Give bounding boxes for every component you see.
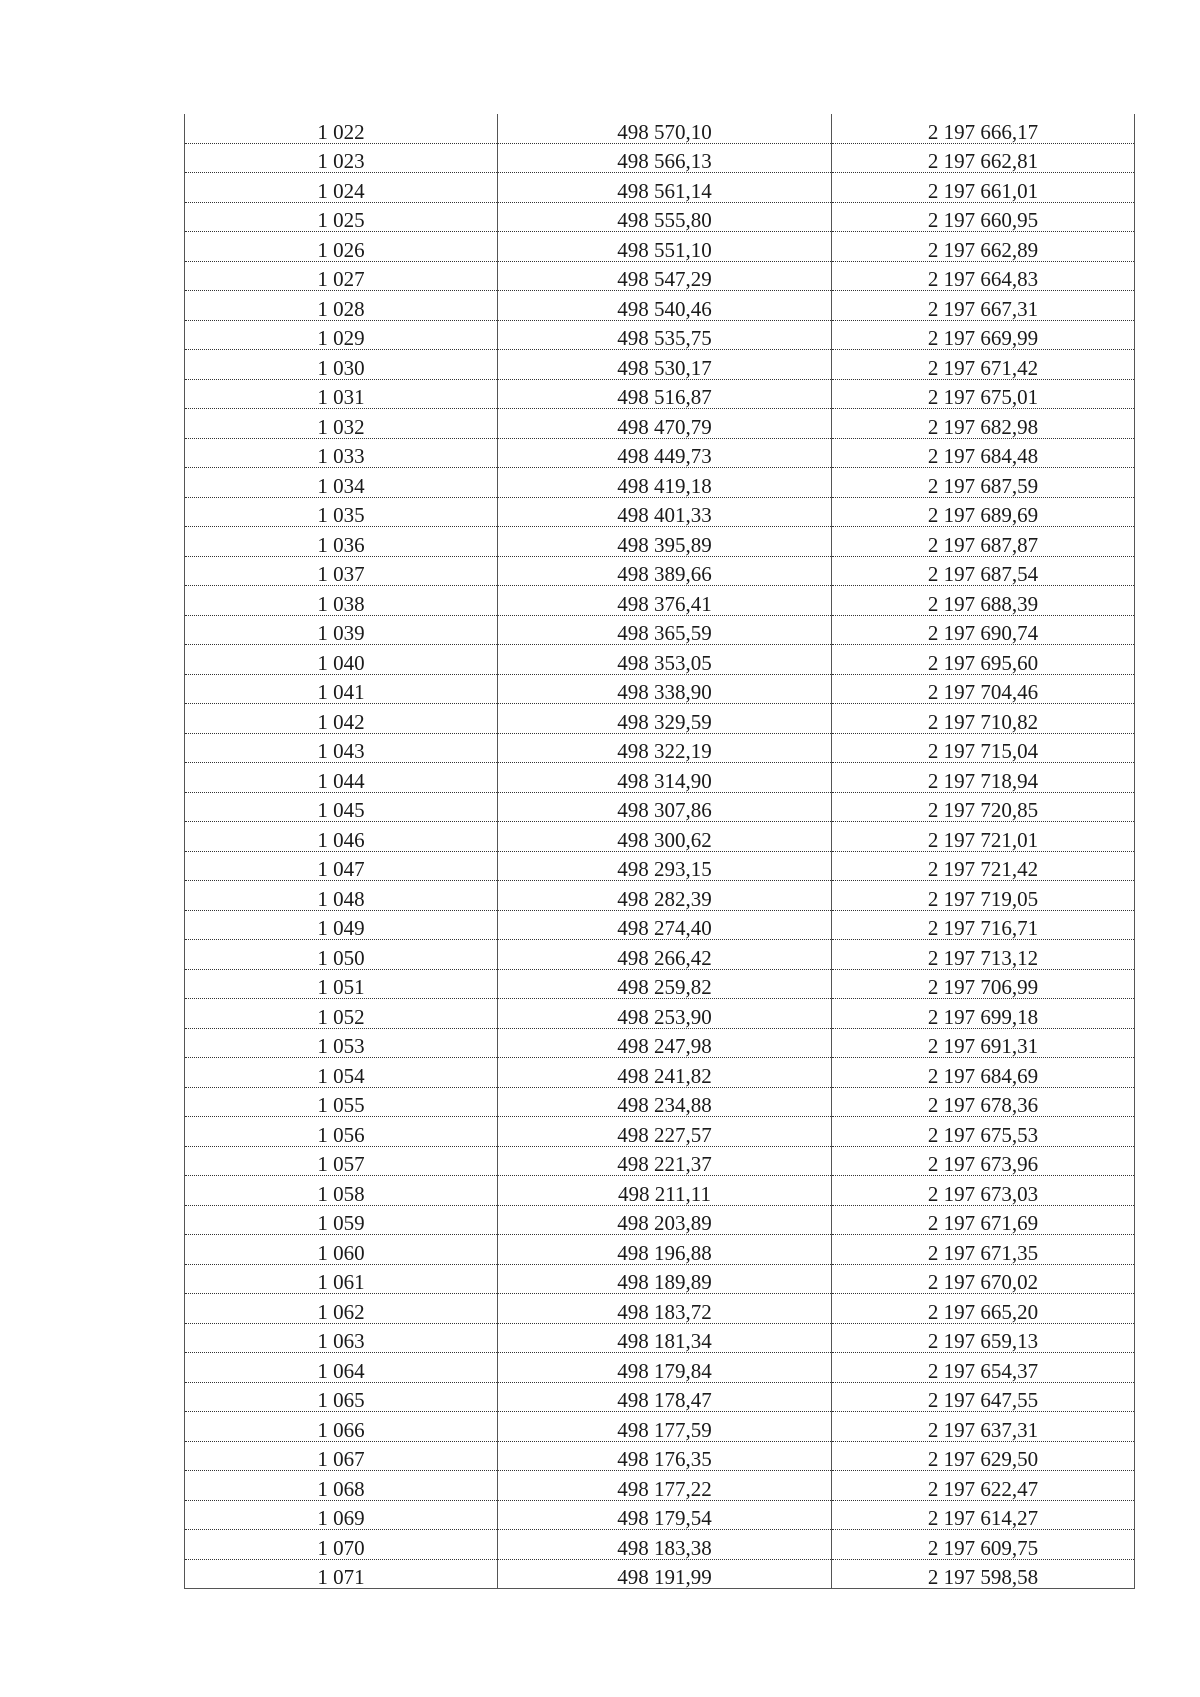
point-number-cell: 1 054 [185, 1058, 498, 1088]
table-row [185, 1323, 1135, 1353]
point-number-cell: 1 048 [185, 881, 498, 911]
x-coordinate-cell: 498 561,14 [498, 173, 832, 203]
y-coordinate-cell: 2 197 671,35 [832, 1235, 1135, 1265]
y-coordinate-cell: 2 197 670,02 [832, 1264, 1135, 1294]
x-coordinate-cell: 498 540,46 [498, 291, 832, 321]
y-coordinate-cell: 2 197 691,31 [832, 1028, 1135, 1058]
y-coordinate-cell: 2 197 673,96 [832, 1146, 1135, 1176]
point-number-cell: 1 047 [185, 851, 498, 881]
point-number-cell: 1 066 [185, 1412, 498, 1442]
y-coordinate-cell: 2 197 688,39 [832, 586, 1135, 616]
point-number-cell: 1 071 [185, 1559, 498, 1589]
x-coordinate-cell: 498 389,66 [498, 556, 832, 586]
table-row [185, 1500, 1135, 1530]
table-row [185, 1176, 1135, 1206]
table-row [185, 851, 1135, 881]
point-number-cell: 1 061 [185, 1264, 498, 1294]
y-coordinate-cell: 2 197 687,54 [832, 556, 1135, 586]
table-row [185, 114, 1135, 143]
x-coordinate-cell: 498 282,39 [498, 881, 832, 911]
y-coordinate-cell: 2 197 684,48 [832, 438, 1135, 468]
y-coordinate-cell: 2 197 637,31 [832, 1412, 1135, 1442]
x-coordinate-cell: 498 547,29 [498, 261, 832, 291]
point-number-cell: 1 024 [185, 173, 498, 203]
point-number-cell: 1 050 [185, 940, 498, 970]
x-coordinate-cell: 498 176,35 [498, 1441, 832, 1471]
point-number-cell: 1 062 [185, 1294, 498, 1324]
y-coordinate-cell: 2 197 671,42 [832, 350, 1135, 380]
x-coordinate-cell: 498 241,82 [498, 1058, 832, 1088]
table-row [185, 1146, 1135, 1176]
table-row [185, 704, 1135, 734]
x-coordinate-cell: 498 395,89 [498, 527, 832, 557]
point-number-cell: 1 033 [185, 438, 498, 468]
table-row [185, 1353, 1135, 1383]
y-coordinate-cell: 2 197 689,69 [832, 497, 1135, 527]
y-coordinate-cell: 2 197 647,55 [832, 1382, 1135, 1412]
table-row [185, 1559, 1135, 1589]
table-row [185, 527, 1135, 557]
point-number-cell: 1 039 [185, 615, 498, 645]
y-coordinate-cell: 2 197 671,69 [832, 1205, 1135, 1235]
point-number-cell: 1 065 [185, 1382, 498, 1412]
point-number-cell: 1 028 [185, 291, 498, 321]
y-coordinate-cell: 2 197 614,27 [832, 1500, 1135, 1530]
table-row [185, 232, 1135, 262]
point-number-cell: 1 035 [185, 497, 498, 527]
point-number-cell: 1 053 [185, 1028, 498, 1058]
point-number-cell: 1 023 [185, 143, 498, 173]
point-number-cell: 1 046 [185, 822, 498, 852]
y-coordinate-cell: 2 197 710,82 [832, 704, 1135, 734]
y-coordinate-cell: 2 197 666,17 [832, 114, 1135, 143]
y-coordinate-cell: 2 197 667,31 [832, 291, 1135, 321]
table-row [185, 438, 1135, 468]
table-row [185, 615, 1135, 645]
y-coordinate-cell: 2 197 665,20 [832, 1294, 1135, 1324]
point-number-cell: 1 056 [185, 1117, 498, 1147]
point-number-cell: 1 038 [185, 586, 498, 616]
y-coordinate-cell: 2 197 695,60 [832, 645, 1135, 675]
y-coordinate-cell: 2 197 609,75 [832, 1530, 1135, 1560]
x-coordinate-cell: 498 253,90 [498, 999, 832, 1029]
x-coordinate-cell: 498 470,79 [498, 409, 832, 439]
point-number-cell: 1 069 [185, 1500, 498, 1530]
table-row [185, 320, 1135, 350]
x-coordinate-cell: 498 530,17 [498, 350, 832, 380]
y-coordinate-cell: 2 197 721,01 [832, 822, 1135, 852]
table-row [185, 409, 1135, 439]
table-row [185, 1382, 1135, 1412]
x-coordinate-cell: 498 178,47 [498, 1382, 832, 1412]
y-coordinate-cell: 2 197 704,46 [832, 674, 1135, 704]
y-coordinate-cell: 2 197 678,36 [832, 1087, 1135, 1117]
x-coordinate-cell: 498 211,11 [498, 1176, 832, 1206]
x-coordinate-cell: 498 516,87 [498, 379, 832, 409]
y-coordinate-cell: 2 197 706,99 [832, 969, 1135, 999]
point-number-cell: 1 031 [185, 379, 498, 409]
x-coordinate-cell: 498 338,90 [498, 674, 832, 704]
y-coordinate-cell: 2 197 659,13 [832, 1323, 1135, 1353]
point-number-cell: 1 049 [185, 910, 498, 940]
point-number-cell: 1 059 [185, 1205, 498, 1235]
table-row [185, 763, 1135, 793]
point-number-cell: 1 045 [185, 792, 498, 822]
y-coordinate-cell: 2 197 687,59 [832, 468, 1135, 498]
x-coordinate-cell: 498 191,99 [498, 1559, 832, 1589]
table-row [185, 468, 1135, 498]
point-number-cell: 1 063 [185, 1323, 498, 1353]
table-row [185, 822, 1135, 852]
x-coordinate-cell: 498 177,22 [498, 1471, 832, 1501]
table-row [185, 1235, 1135, 1265]
x-coordinate-cell: 498 314,90 [498, 763, 832, 793]
table-row [185, 261, 1135, 291]
table-row [185, 350, 1135, 380]
x-coordinate-cell: 498 307,86 [498, 792, 832, 822]
point-number-cell: 1 032 [185, 409, 498, 439]
point-number-cell: 1 070 [185, 1530, 498, 1560]
y-coordinate-cell: 2 197 715,04 [832, 733, 1135, 763]
table-row [185, 143, 1135, 173]
x-coordinate-cell: 498 293,15 [498, 851, 832, 881]
table-row [185, 291, 1135, 321]
y-coordinate-cell: 2 197 721,42 [832, 851, 1135, 881]
x-coordinate-cell: 498 179,84 [498, 1353, 832, 1383]
table-row [185, 881, 1135, 911]
x-coordinate-cell: 498 189,89 [498, 1264, 832, 1294]
point-number-cell: 1 029 [185, 320, 498, 350]
coordinates-table [184, 114, 1135, 1589]
table-row [185, 674, 1135, 704]
point-number-cell: 1 051 [185, 969, 498, 999]
y-coordinate-cell: 2 197 662,81 [832, 143, 1135, 173]
point-number-cell: 1 052 [185, 999, 498, 1029]
y-coordinate-cell: 2 197 682,98 [832, 409, 1135, 439]
point-number-cell: 1 042 [185, 704, 498, 734]
point-number-cell: 1 055 [185, 1087, 498, 1117]
x-coordinate-cell: 498 221,37 [498, 1146, 832, 1176]
point-number-cell: 1 043 [185, 733, 498, 763]
point-number-cell: 1 041 [185, 674, 498, 704]
x-coordinate-cell: 498 227,57 [498, 1117, 832, 1147]
y-coordinate-cell: 2 197 675,53 [832, 1117, 1135, 1147]
table-row [185, 910, 1135, 940]
point-number-cell: 1 060 [185, 1235, 498, 1265]
point-number-cell: 1 064 [185, 1353, 498, 1383]
table-row [185, 792, 1135, 822]
point-number-cell: 1 022 [185, 114, 498, 143]
x-coordinate-cell: 498 555,80 [498, 202, 832, 232]
x-coordinate-cell: 498 401,33 [498, 497, 832, 527]
table-row [185, 733, 1135, 763]
y-coordinate-cell: 2 197 664,83 [832, 261, 1135, 291]
y-coordinate-cell: 2 197 699,18 [832, 999, 1135, 1029]
table-row [185, 1412, 1135, 1442]
table-row [185, 1028, 1135, 1058]
x-coordinate-cell: 498 419,18 [498, 468, 832, 498]
y-coordinate-cell: 2 197 716,71 [832, 910, 1135, 940]
y-coordinate-cell: 2 197 720,85 [832, 792, 1135, 822]
y-coordinate-cell: 2 197 673,03 [832, 1176, 1135, 1206]
x-coordinate-cell: 498 179,54 [498, 1500, 832, 1530]
y-coordinate-cell: 2 197 622,47 [832, 1471, 1135, 1501]
x-coordinate-cell: 498 449,73 [498, 438, 832, 468]
table-row [185, 202, 1135, 232]
x-coordinate-cell: 498 329,59 [498, 704, 832, 734]
table-row [185, 1294, 1135, 1324]
table-row [185, 1530, 1135, 1560]
x-coordinate-cell: 498 181,34 [498, 1323, 832, 1353]
x-coordinate-cell: 498 322,19 [498, 733, 832, 763]
table-row [185, 940, 1135, 970]
coordinates-table-body [185, 114, 1135, 1589]
point-number-cell: 1 026 [185, 232, 498, 262]
table-row [185, 1471, 1135, 1501]
y-coordinate-cell: 2 197 690,74 [832, 615, 1135, 645]
x-coordinate-cell: 498 247,98 [498, 1028, 832, 1058]
x-coordinate-cell: 498 376,41 [498, 586, 832, 616]
table-row [185, 173, 1135, 203]
x-coordinate-cell: 498 535,75 [498, 320, 832, 350]
x-coordinate-cell: 498 259,82 [498, 969, 832, 999]
point-number-cell: 1 030 [185, 350, 498, 380]
y-coordinate-cell: 2 197 675,01 [832, 379, 1135, 409]
x-coordinate-cell: 498 234,88 [498, 1087, 832, 1117]
table-row [185, 969, 1135, 999]
table-row [185, 556, 1135, 586]
x-coordinate-cell: 498 353,05 [498, 645, 832, 675]
x-coordinate-cell: 498 266,42 [498, 940, 832, 970]
table-row [185, 1087, 1135, 1117]
x-coordinate-cell: 498 196,88 [498, 1235, 832, 1265]
y-coordinate-cell: 2 197 629,50 [832, 1441, 1135, 1471]
point-number-cell: 1 057 [185, 1146, 498, 1176]
table-row [185, 497, 1135, 527]
y-coordinate-cell: 2 197 661,01 [832, 173, 1135, 203]
x-coordinate-cell: 498 274,40 [498, 910, 832, 940]
table-row [185, 1117, 1135, 1147]
y-coordinate-cell: 2 197 662,89 [832, 232, 1135, 262]
x-coordinate-cell: 498 177,59 [498, 1412, 832, 1442]
x-coordinate-cell: 498 183,72 [498, 1294, 832, 1324]
point-number-cell: 1 058 [185, 1176, 498, 1206]
y-coordinate-cell: 2 197 718,94 [832, 763, 1135, 793]
table-row [185, 1264, 1135, 1294]
y-coordinate-cell: 2 197 598,58 [832, 1559, 1135, 1589]
y-coordinate-cell: 2 197 713,12 [832, 940, 1135, 970]
point-number-cell: 1 025 [185, 202, 498, 232]
table-row [185, 1205, 1135, 1235]
point-number-cell: 1 068 [185, 1471, 498, 1501]
y-coordinate-cell: 2 197 719,05 [832, 881, 1135, 911]
point-number-cell: 1 034 [185, 468, 498, 498]
y-coordinate-cell: 2 197 660,95 [832, 202, 1135, 232]
x-coordinate-cell: 498 365,59 [498, 615, 832, 645]
point-number-cell: 1 036 [185, 527, 498, 557]
table-row [185, 999, 1135, 1029]
x-coordinate-cell: 498 203,89 [498, 1205, 832, 1235]
y-coordinate-cell: 2 197 669,99 [832, 320, 1135, 350]
y-coordinate-cell: 2 197 687,87 [832, 527, 1135, 557]
point-number-cell: 1 037 [185, 556, 498, 586]
table-row [185, 379, 1135, 409]
table-row [185, 645, 1135, 675]
table-row [185, 1441, 1135, 1471]
y-coordinate-cell: 2 197 684,69 [832, 1058, 1135, 1088]
point-number-cell: 1 040 [185, 645, 498, 675]
y-coordinate-cell: 2 197 654,37 [832, 1353, 1135, 1383]
table-row [185, 1058, 1135, 1088]
x-coordinate-cell: 498 300,62 [498, 822, 832, 852]
x-coordinate-cell: 498 183,38 [498, 1530, 832, 1560]
x-coordinate-cell: 498 551,10 [498, 232, 832, 262]
point-number-cell: 1 027 [185, 261, 498, 291]
x-coordinate-cell: 498 566,13 [498, 143, 832, 173]
x-coordinate-cell: 498 570,10 [498, 114, 832, 143]
table-row [185, 586, 1135, 616]
point-number-cell: 1 067 [185, 1441, 498, 1471]
point-number-cell: 1 044 [185, 763, 498, 793]
